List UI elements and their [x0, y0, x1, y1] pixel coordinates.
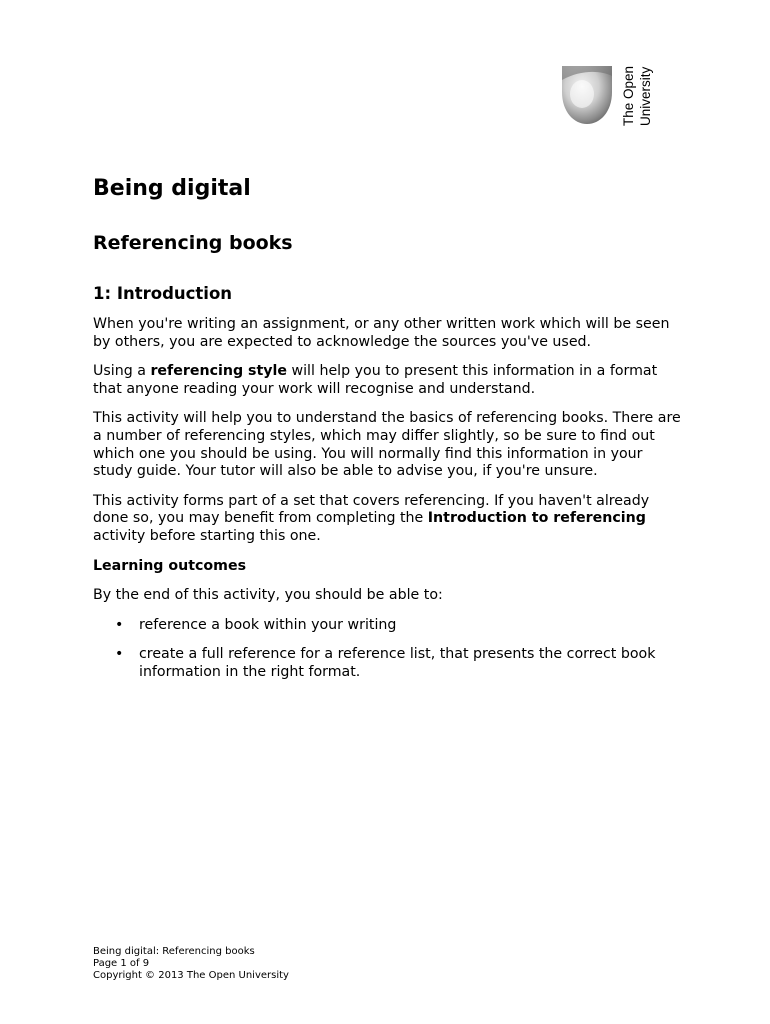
- paragraph-2-bold: referencing style: [150, 363, 287, 380]
- paragraph-2-pre: Using a: [93, 363, 151, 380]
- logo-wordmark: [619, 62, 659, 128]
- list-item: [93, 617, 683, 635]
- learning-outcomes-heading: Learning outcomes: [93, 557, 247, 574]
- learning-outcomes-list: [93, 617, 683, 682]
- document-body: [93, 316, 683, 694]
- paragraph-4-pre: This activity forms part of a set that covers referencing. If you haven't already done so, you may benefit from completing the: [93, 492, 650, 527]
- logo-line-1: The Open: [621, 65, 636, 126]
- bullet-icon: •: [115, 646, 124, 663]
- paragraph-1: When you're writing an assignment, or any other written work which will be seen by others, you are expected to acknowledge the sources you've used.: [93, 316, 670, 350]
- page-footer: [93, 946, 493, 982]
- logo-line-2: University: [638, 66, 653, 126]
- list-item: [93, 646, 683, 681]
- paragraph-3: This activity will help you to understand the basics of referencing books. There are a number of referencing styles, which may differ slightly, so be sure to find out which one you should be using. You will normally find this information in your study guide. Your tutor will also be able to advise you, if you're unsure.: [93, 410, 681, 480]
- learning-outcomes-intro: By the end of this activity, you should be able to:: [93, 587, 443, 604]
- paragraph-2: [93, 363, 683, 398]
- section-heading: 1: Introduction: [93, 284, 233, 303]
- footer-copyright: Copyright © 2013 The Open University: [93, 970, 289, 981]
- paragraph-4: [93, 493, 683, 546]
- document-subtitle: Referencing books: [93, 232, 293, 254]
- footer-doc-name: Being digital: Referencing books: [93, 946, 255, 957]
- paragraph-2-post: will help you to present this information in a format that anyone reading your work will recognise and understand.: [93, 363, 658, 397]
- document-title: Being digital: [93, 176, 251, 201]
- paragraph-4-post: activity before starting this one.: [93, 527, 321, 544]
- list-item-text: reference a book within your writing: [139, 616, 397, 633]
- bullet-icon: •: [115, 616, 124, 633]
- list-item-text: create a full reference for a reference list, that presents the correct book information in the right format.: [139, 646, 656, 680]
- paragraph-4-bold: Introduction to referencing: [427, 510, 646, 527]
- footer-page-number: Page 1 of 9: [93, 958, 150, 969]
